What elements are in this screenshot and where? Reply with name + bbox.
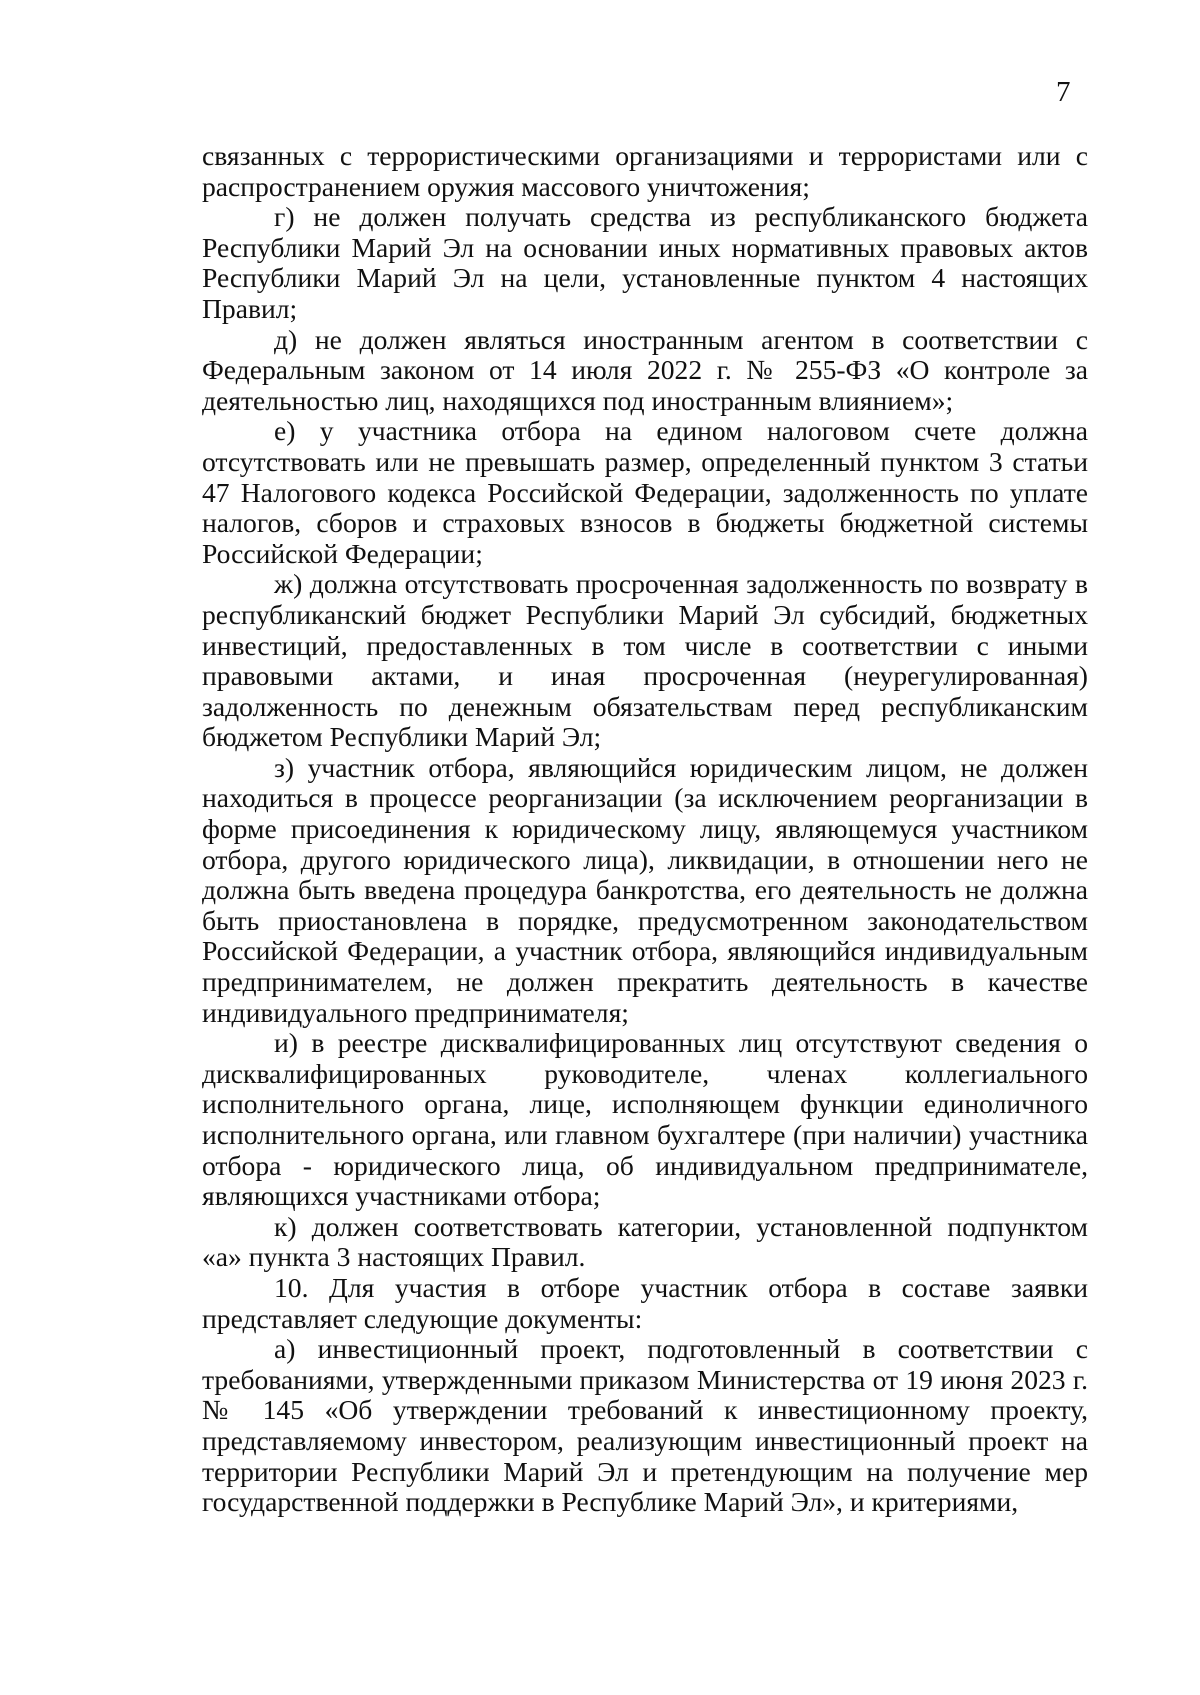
paragraph: и) в реестре дисквалифицированных лиц отсутствуют сведения о дисквалифицированных руководителе, членах коллегиального исполнительного органа, лице, исполняющем функции единоличного исполнительного органа, или главном бухгалтере (при наличии) участника отбора - юридического лица, об индивидуальном предпринимателе, являющихся участниками отбора; <box>202 1027 1088 1212</box>
paragraph: ж) должна отсутствовать просроченная задолженность по возврату в республиканский бюджет Республики Марий Эл субсидий, бюджетных инвестиций, предоставленных в том числе в соответствии с иными правовыми актами, и иная просроченная (неурегулированная) задолженность по денежным обязательствам перед республиканским бюджетом Республики Марий Эл; <box>202 568 1088 753</box>
paragraph: з) участник отбора, являющийся юридическим лицом, не должен находиться в процессе реорганизации (за исключением реорганизации в форме присоединения к юридическому лицу, являющемуся участником отбора, другого юридического лица), ликвидации, в отношении него не должна быть введена процедура банкротства, его деятельность не должна быть приостановлена в порядке, предусмотренном законодательством Российской Федерации, а участник отбора, являющийся индивидуальным предпринимателем, не должен прекратить деятельность в качестве индивидуального предпринимателя; <box>202 751 1088 1028</box>
paragraph: а) инвестиционный проект, подготовленный в соответствии с требованиями, утвержденными приказом Министерства от 19 июня 2023 г. № 145 «Об утверждении требований к инвестиционному проекту, представляемому инвестором, реализующим инвестиционный проект на территории Республики Марий Эл и претендующим на получение мер государственной поддержки в Республике Марий Эл», и критериями, <box>202 1333 1088 1518</box>
paragraph: г) не должен получать средства из республиканского бюджета Республики Марий Эл на основании иных нормативных правовых актов Республики Марий Эл на цели, установленные пунктом 4 настоящих Правил; <box>202 201 1088 324</box>
page-number: 7 <box>1056 76 1071 108</box>
paragraph: к) должен соответствовать категории, установленной подпунктом «а» пункта 3 настоящих Правил. <box>202 1210 1088 1273</box>
paragraph: е) у участника отбора на едином налоговом счете должна отсутствовать или не превышать размер, определенный пунктом 3 статьи 47 Налогового кодекса Российской Федерации, задолженность по уплате налогов, сборов и страховых взносов в бюджеты бюджетной системы Российской Федерации; <box>202 415 1088 569</box>
paragraph: связанных с террористическими организациями и террористами или с распространением оружия массового уничтожения; <box>202 140 1088 202</box>
document-body <box>202 141 1088 1518</box>
paragraph: 10. Для участия в отборе участник отбора в составе заявки представляет следующие документы: <box>202 1271 1088 1334</box>
paragraph: д) не должен являться иностранным агентом в соответствии с Федеральным законом от 14 июля 2022 г. № 255-ФЗ «О контроле за деятельностью лиц, находящихся под иностранным влиянием»; <box>202 323 1088 416</box>
